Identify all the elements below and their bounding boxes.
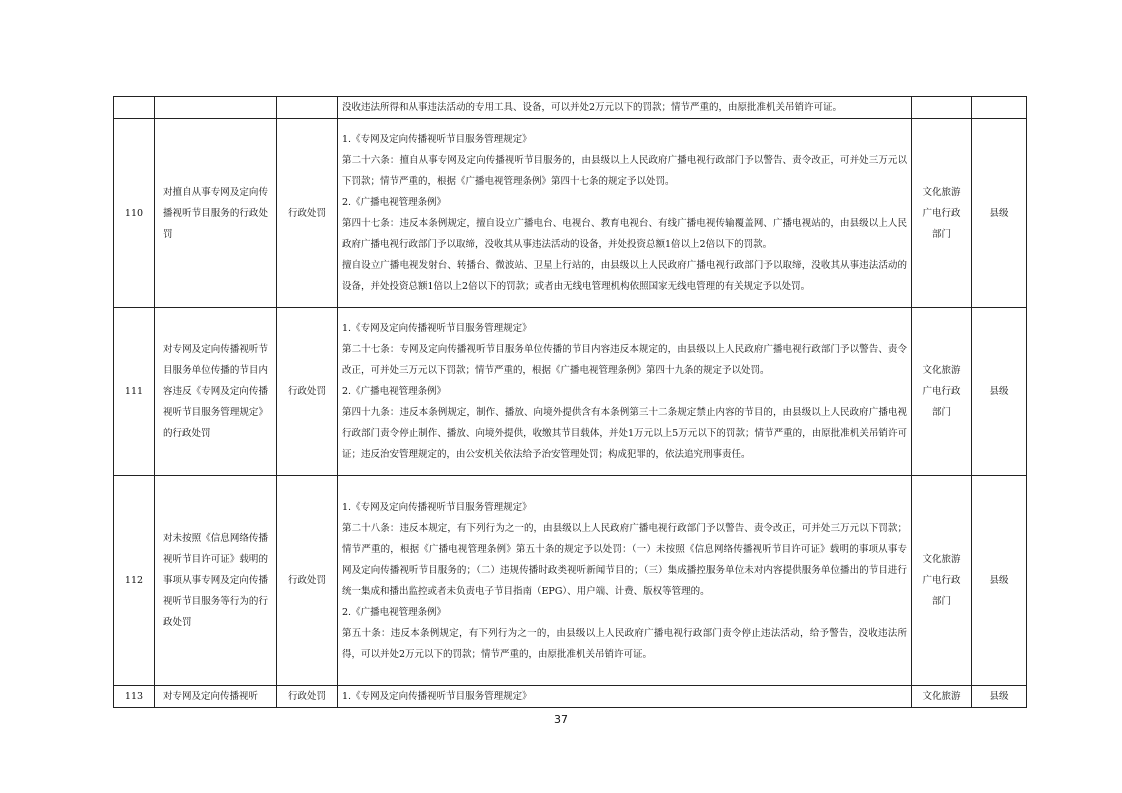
item-category: 行政处罚	[277, 119, 338, 308]
item-category	[277, 97, 338, 119]
table-row	[114, 97, 1027, 119]
item-name: 对未按照《信息网络传播视听节目许可证》载明的事项从事专网及定向传播视听节目服务等行为的行政处罚	[155, 476, 277, 686]
responsible-department: 文化旅游	[912, 686, 972, 708]
page-number: 37	[554, 713, 568, 726]
row-number: 111	[114, 308, 155, 476]
basis-paragraph: 2.《广播电视管理条例》	[342, 606, 447, 618]
table-row	[114, 308, 1027, 476]
regulation-table	[113, 96, 1027, 708]
administrative-level	[972, 97, 1027, 119]
administrative-level: 县级	[972, 308, 1027, 476]
responsible-department: 文化旅游广电行政部门	[912, 308, 972, 476]
basis-paragraph: 第四十七条：违反本条例规定，擅自设立广播电台、电视台、教育电视台、有线广播电视传输覆盖网、广播电视站的，由县级以上人民政府广播电视行政部门予以取缔，没收其从事违法活动的设备，并处投资总额1倍以上2倍以下的罚款。	[342, 218, 907, 250]
legal-basis	[338, 308, 912, 476]
row-number: 112	[114, 476, 155, 686]
item-category: 行政处罚	[277, 308, 338, 476]
row-number: 113	[114, 686, 155, 708]
responsible-department	[912, 97, 972, 119]
basis-paragraph: 没收违法所得和从事违法活动的专用工具、设备，可以并处2万元以下的罚款；情节严重的，由原批准机关吊销许可证。	[342, 102, 843, 113]
legal-basis	[338, 119, 912, 308]
table-row	[114, 686, 1027, 708]
basis-paragraph: 1.《专网及定向传播视听节目服务管理规定》	[342, 323, 532, 334]
table-row	[114, 476, 1027, 686]
item-name: 对擅自从事专网及定向传播视听节目服务的行政处罚	[155, 119, 277, 308]
item-name	[155, 97, 277, 119]
basis-paragraph: 2.《广播电视管理条例》	[342, 197, 447, 208]
legal-basis	[338, 97, 912, 119]
responsible-department: 文化旅游广电行政部门	[912, 119, 972, 308]
legal-basis	[338, 686, 912, 708]
item-name: 对专网及定向传播视听	[155, 686, 277, 708]
basis-paragraph: 第二十七条：专网及定向传播视听节目服务单位传播的节目内容违反本规定的，由县级以上人民政府广播电视行政部门予以警告、责令改正，可并处三万元以下罚款；情节严重的，根据《广播电视管理条例》第四十九条的规定予以处罚。	[342, 344, 907, 376]
table-row	[114, 119, 1027, 308]
basis-paragraph: 擅自设立广播电视发射台、转播台、微波站、卫星上行站的，由县级以上人民政府广播电视行政部门予以取缔，没收其从事违法活动的设备，并处投资总额1倍以上2倍以下的罚款；或者由无线电管理机构依照国家无线电管理的有关规定予以处罚。	[342, 260, 907, 292]
row-number: 110	[114, 119, 155, 308]
item-name: 对专网及定向传播视听节目服务单位传播的节目内容违反《专网及定向传播视听节目服务管理规定》的行政处罚	[155, 308, 277, 476]
basis-paragraph: 第五十条：违反本条例规定，有下列行为之一的，由县级以上人民政府广播电视行政部门责令停止违法活动，给予警告，没收违法所得，可以并处2万元以下的罚款；情节严重的，由原批准机关吊销许可证。	[342, 627, 907, 660]
legal-basis	[338, 476, 912, 686]
administrative-level: 县级	[972, 686, 1027, 708]
item-category: 行政处罚	[277, 686, 338, 708]
item-category: 行政处罚	[277, 476, 338, 686]
row-number	[114, 97, 155, 119]
basis-paragraph: 第四十九条：违反本条例规定，制作、播放、向境外提供含有本条例第三十二条规定禁止内容的节目的，由县级以上人民政府广播电视行政部门责令停止制作、播放、向境外提供，收缴其节目载体，并处1万元以上5万元以下的罚款；情节严重的，由原批准机关吊销许可证；违反治安管理规定的，由公安机关依法给予治安管理处罚；构成犯罪的，依法追究刑事责任。	[342, 407, 907, 460]
basis-paragraph: 1.《专网及定向传播视听节目服务管理规定》	[342, 691, 532, 702]
basis-paragraph: 1.《专网及定向传播视听节目服务管理规定》	[342, 501, 532, 513]
administrative-level: 县级	[972, 119, 1027, 308]
responsible-department: 文化旅游广电行政部门	[912, 476, 972, 686]
basis-paragraph: 2.《广播电视管理条例》	[342, 386, 447, 397]
basis-paragraph: 第二十六条：擅自从事专网及定向传播视听节目服务的，由县级以上人民政府广播电视行政部门予以警告、责令改正，可并处三万元以下罚款；情节严重的，根据《广播电视管理条例》第四十七条的规定予以处罚。	[342, 155, 907, 187]
basis-paragraph: 1.《专网及定向传播视听节目服务管理规定》	[342, 134, 532, 145]
basis-paragraph: 第二十八条：违反本规定，有下列行为之一的，由县级以上人民政府广播电视行政部门予以警告、责令改正，可并处三万元以下罚款；情节严重的，根据《广播电视管理条例》第五十条的规定予以处罚：（一）未按照《信息网络传播视听节目许可证》载明的事项从事专网及定向传播视听节目服务的；（二）违规传播时政类视听新闻节目的；（三）集成播控服务单位未对内容提供服务单位播出的节目进行统一集成和播出监控或者未负责电子节目指南（EPG）、用户端、计费、版权等管理的。	[342, 522, 907, 597]
administrative-level: 县级	[972, 476, 1027, 686]
